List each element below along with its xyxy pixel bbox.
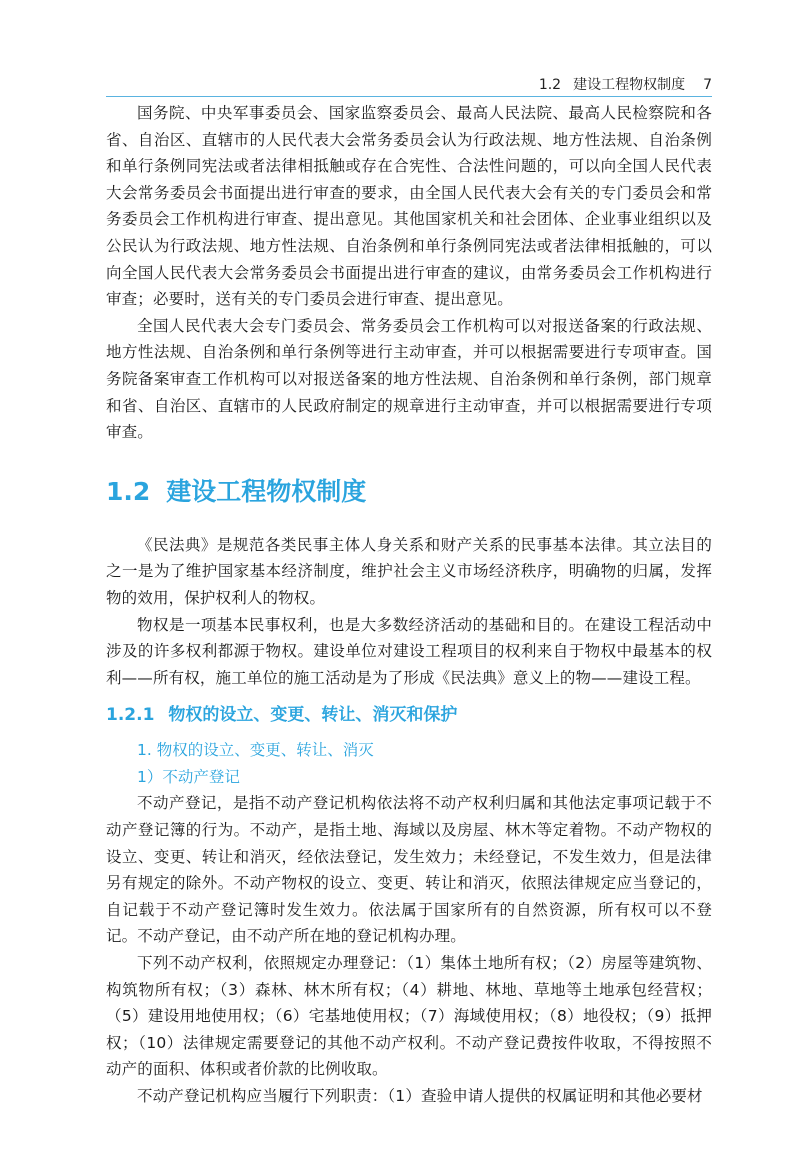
level4-heading: 1. 物权的设立、变更、转让、消灭 (137, 741, 374, 760)
header-text (539, 74, 712, 94)
section-number: 1.2 (106, 476, 151, 506)
section-heading (106, 472, 712, 512)
level5-heading: 1）不动产登记 (137, 767, 240, 786)
running-header (106, 68, 712, 97)
paragraph: 不动产登记，是指不动产登记机构依法将不动产权利归属和其他法定事项记载于不动产登记簿的行为。不动产，是指土地、海域以及房屋、林木等定着物。不动产物权的设立、变更、转让和消灭，经依法登记，发生效力；未经登记，不发生效力，但是法律另有规定的除外。不动产物权的设立、变更、转让和消灭，依照法律规定应当登记的，自记载于不动产登记簿时发生效力。依法属于国家所有的自然资源，所有权可以不登记。不动产登记，由不动产所在地的登记机构办理。 (106, 794, 712, 946)
page-body (106, 100, 712, 1110)
page-number: 7 (703, 77, 712, 93)
paragraph: 下列不动产权利，依照规定办理登记：（1）集体土地所有权；（2）房屋等建筑物、构筑物所有权；（3）森林、林木所有权；（4）耕地、林地、草地等土地承包经营权；（5）建设用地使用权；（6）宅基地使用权；（7）海域使用权；（8）地役权；（9）抵押权；（10）法律规定需要登记的其他不动产权利。不动产登记费按件收取，不得按照不动产的面积、体积或者价款的比例收取。 (106, 954, 712, 1079)
subsection-title: 物权的设立、变更、转让、消灭和保护 (168, 705, 458, 726)
paragraph: 国务院、中央军事委员会、国家监察委员会、最高人民法院、最高人民检察院和各省、自治区、直辖市的人民代表大会常务委员会认为行政法规、地方性法规、自治条例和单行条例同宪法或者法律相抵触或存在合宪性、合法性问题的，可以向全国人民代表大会常务委员会书面提出进行审查的要求，由全国人民代表大会有关的专门委员会和常务委员会工作机构进行审查、提出意见。其他国家机关和社会团体、企业事业组织以及公民认为行政法规、地方性法规、自治条例和单行条例同宪法或者法律相抵触的，可以向全国人民代表大会常务委员会书面提出进行审查的建议，由常务委员会工作机构进行审查；必要时，送有关的专门委员会进行审查、提出意见。 (106, 104, 712, 309)
header-section-number: 1.2 (538, 77, 562, 93)
paragraph: 物权是一项基本民事权利，也是大多数经济活动的基础和目的。在建设工程活动中涉及的许多权利都源于物权。建设单位对建设工程项目的权利来自于物权中最基本的权利——所有权，施工单位的施工活动是为了形成《民法典》意义上的物——建设工程。 (106, 615, 712, 687)
subsection-number: 1.2.1 (106, 705, 155, 726)
header-section-title: 建设工程物权制度 (573, 77, 686, 93)
paragraph: 全国人民代表大会专门委员会、常务委员会工作机构可以对报送备案的行政法规、地方性法规、自治条例和单行条例等进行主动审查，并可以根据需要进行专项审查。国务院备案审查工作机构可以对报送备案的地方性法规、自治条例和单行条例，部门规章和省、自治区、直辖市的人民政府制定的规章进行主动审查，并可以根据需要进行专项审查。 (106, 316, 712, 442)
paragraph: 《民法典》是规范各类民事主体人身关系和财产关系的民事基本法律。其立法目的之一是为了维护国家基本经济制度，维护社会主义市场经济秩序，明确物的归属，发挥物的效用，保护权利人的物权。 (106, 535, 712, 607)
section-title: 建设工程物权制度 (166, 476, 367, 506)
subsection-heading (106, 701, 712, 729)
paragraph: 不动产登记机构应当履行下列职责：（1）查验申请人提供的权属证明和其他必要材 (137, 1087, 703, 1105)
